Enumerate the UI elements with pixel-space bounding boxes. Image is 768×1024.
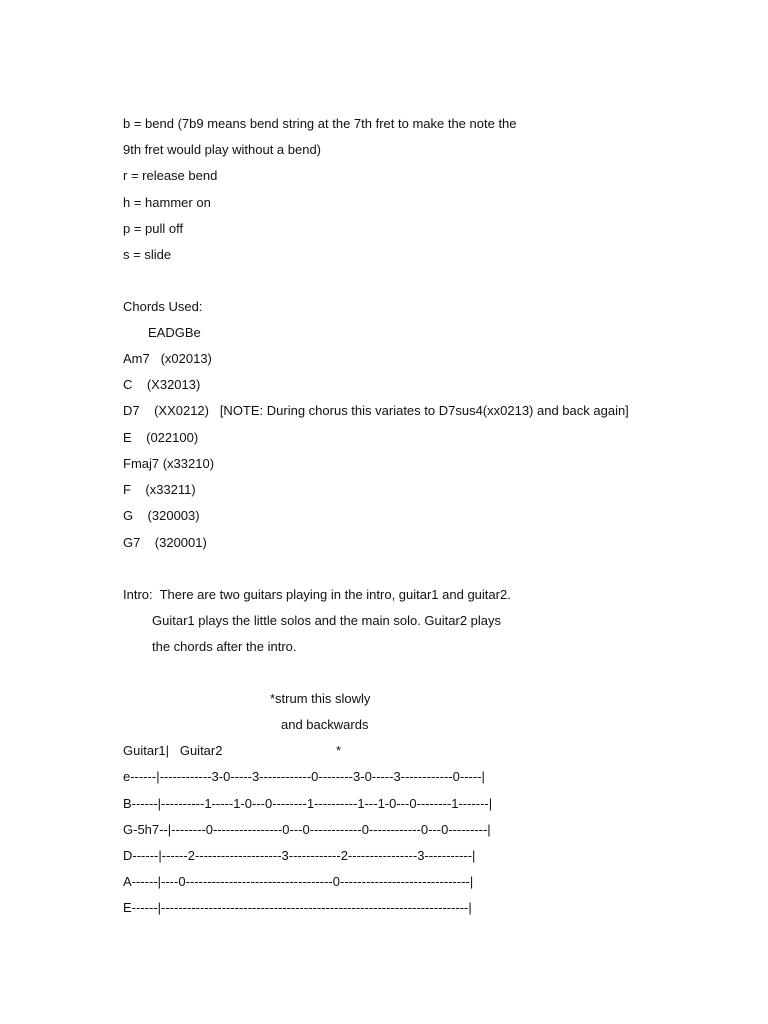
tab-string-A: A------|----0----------------------------------0------------------------------| <box>123 874 474 889</box>
tab-header-star: * <box>336 743 342 758</box>
legend-pulloff: p = pull off <box>123 221 184 236</box>
chord-item: D7 (XX0212) [NOTE: During chorus this variates to D7sus4(xx0213) and back again] <box>123 403 629 418</box>
chord-item: C (X32013) <box>123 377 201 392</box>
tab-note-backwards: and backwards <box>281 717 369 732</box>
chord-item: G7 (320001) <box>123 535 207 550</box>
tab-string-G: G-5h7--|--------0----------------0---0------------0------------0---0---------| <box>123 822 491 837</box>
chord-item: Am7 (x02013) <box>123 351 212 366</box>
chord-item: E (022100) <box>123 430 199 445</box>
tab-string-D: D------|------2--------------------3------------2----------------3-----------| <box>123 848 476 863</box>
chord-item: Fmaj7 (x33210) <box>123 456 215 471</box>
tab-string-E: E------|-----------------------------------------------------------------------| <box>123 900 472 915</box>
chord-item: G (320003) <box>123 508 200 523</box>
legend-hammer: h = hammer on <box>123 195 211 210</box>
tab-string-B: B------|----------1-----1-0---0--------1----------1---1-0---0--------1-------| <box>123 796 493 811</box>
chords-tuning: EADGBe <box>148 325 201 340</box>
intro-line3: the chords after the intro. <box>152 639 297 654</box>
intro-line2: Guitar1 plays the little solos and the main solo. Guitar2 plays <box>152 613 502 628</box>
legend-release: r = release bend <box>123 168 218 183</box>
chord-item: F (x33211) <box>123 482 196 497</box>
tab-string-e: e------|------------3-0-----3------------0--------3-0-----3------------0-----| <box>123 769 485 784</box>
legend-bend-line1: b = bend (7b9 means bend string at the 7th fret to make the note the <box>123 116 517 131</box>
tab-header-label: Guitar1| Guitar2 <box>123 743 223 758</box>
tab-note-strum: *strum this slowly <box>270 691 371 706</box>
legend-bend-line2: 9th fret would play without a bend) <box>123 142 322 157</box>
chords-heading: Chords Used: <box>123 299 203 314</box>
intro-line1: Intro: There are two guitars playing in the intro, guitar1 and guitar2. <box>123 587 511 602</box>
legend-slide: s = slide <box>123 247 172 262</box>
